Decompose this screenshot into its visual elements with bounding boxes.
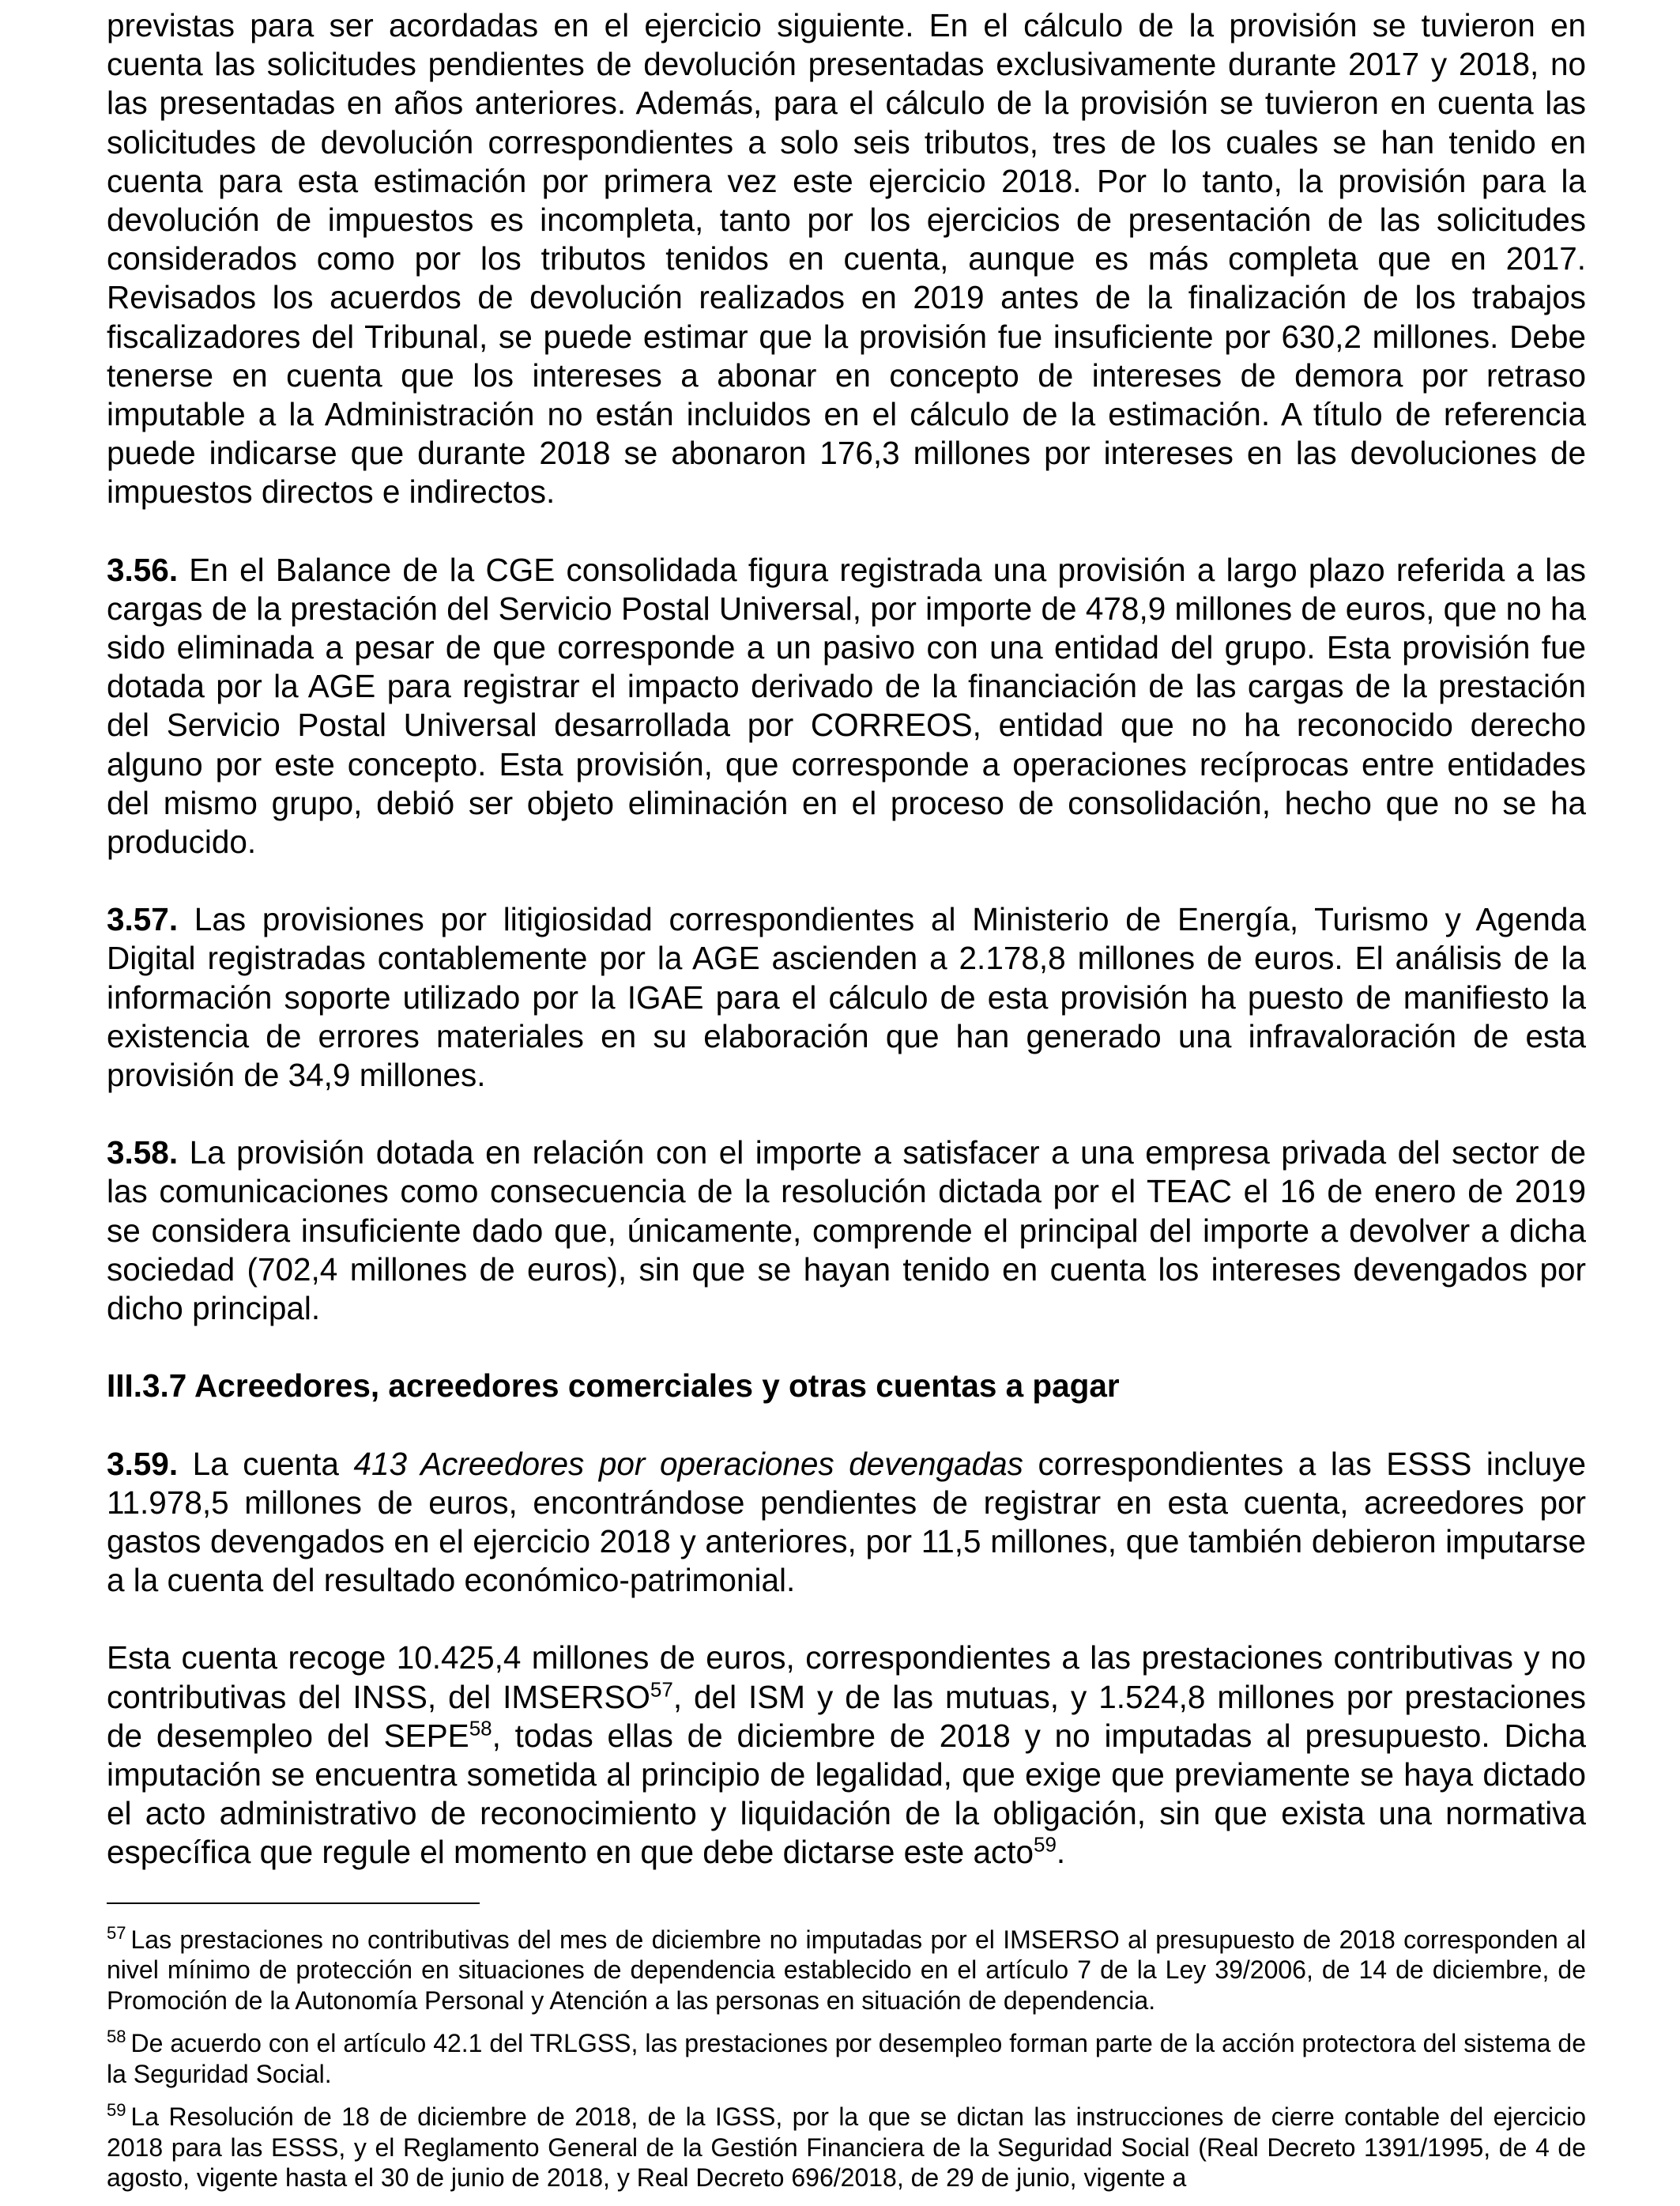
footnote-58 xyxy=(107,2028,1586,2089)
paragraph-3-56 xyxy=(107,551,1586,862)
paragraph-gap xyxy=(107,1095,1586,1133)
paragraph-3-57 xyxy=(107,900,1586,1095)
footnote-ref-59[interactable]: 59 xyxy=(1034,1832,1057,1857)
paragraph-gap xyxy=(107,1406,1586,1445)
paragraph-3-59 xyxy=(107,1445,1586,1601)
paragraph-gap xyxy=(107,1328,1586,1367)
footnote-text: La Resolución de 18 de diciembre de 2018, de la IGSS, por la que se dictan las instrucciones de cierre contable del ejercicio 2018 para las ESSS, y el Reglamento General de la Gestión Financiera de la Seguridad Social (Real Decreto 1391/1995, de 4 de agosto, vigente hasta el 30 de junio de 2018, y Real Decreto 696/2018, de 29 de junio, vigente a xyxy=(107,2102,1586,2193)
paragraph-number: 3.59. xyxy=(107,1445,179,1482)
paragraph-intro xyxy=(107,6,1586,512)
paragraph-last xyxy=(107,1638,1586,1872)
paragraph-text: . xyxy=(1056,1834,1066,1871)
document-page xyxy=(107,6,1586,2206)
paragraph-3-58 xyxy=(107,1133,1586,1328)
paragraph-text: correspondientes a las ESSS incluye 11.978,5 millones de euros, encontrándose pendientes de registrar en esta cuenta, acreedores por gastos devengados en el ejercicio 2018 y anteriores, por 11,5 millones, que también debieron imputarse a la cuenta del resultado económico-patrimonial. xyxy=(107,1445,1586,1599)
paragraph-text: Esta cuenta recoge 10.425,4 millones de euros, correspondientes a las prestaciones contributivas y no contributivas del INSS, del IMSERSO xyxy=(107,1639,1586,1715)
section-heading: III.3.7 Acreedores, acreedores comerciales y otras cuentas a pagar xyxy=(107,1367,1120,1405)
paragraph-text: En el Balance de la CGE consolidada figura registrada una provisión a largo plazo referida a las cargas de la prestación del Servicio Postal Universal, por importe de 478,9 millones de euros, que no ha sido eliminada a pesar de que corresponde a un pasivo con una entidad del grupo. Esta provisión fue dotada por la AGE para registrar el impacto derivado de la financiación de las cargas de la prestación del Servicio Postal Universal desarrollada por CORREOS, entidad que no ha reconocido derecho alguno por este concepto. Esta provisión, que corresponde a operaciones recíprocas entre entidades del mismo grupo, debió ser objeto eliminación en el proceso de consolidación, hecho que no se ha producido. xyxy=(107,551,1586,861)
footnote-57 xyxy=(107,1922,1586,2016)
paragraph-text: Las provisiones por litigiosidad correspondientes al Ministerio de Energía, Turismo y Agenda Digital registradas contablemente por la AGE ascienden a 2.178,8 millones de euros. El análisis de la información soporte utilizado por la IGAE para el cálculo de esta provisión ha puesto de manifiesto la existencia de errores materiales en su elaboración que han generado una infravaloración de esta provisión de 34,9 millones. xyxy=(107,901,1586,1094)
paragraph-text: , todas ellas de diciembre de 2018 y no imputadas al presupuesto. Dicha imputación se encuentra sometida al principio de legalidad, que exige que previamente se haya dictado el acto administrativo de reconocimiento y liquidación de la obligación, sin que exista una normativa específica que regule el momento en que debe dictarse este acto xyxy=(107,1717,1586,1871)
footnote-ref-58[interactable]: 58 xyxy=(469,1716,492,1740)
paragraph-text: La provisión dotada en relación con el importe a satisfacer a una empresa privada del sector de las comunicaciones como consecuencia de la resolución dictada por el TEAC el 16 de enero de 2019 se considera insuficiente dado que, únicamente, comprende el principal del importe a devolver a dicha sociedad (702,4 millones de euros), sin que se hayan tenido en cuenta los intereses devengados por dicho principal. xyxy=(107,1134,1586,1327)
footnote-mark: 59 xyxy=(107,2100,126,2121)
paragraph-text: , del ISM y de las mutuas, y 1.524,8 millones por prestaciones de desempleo del SEPE xyxy=(107,1678,1586,1754)
footnote-mark: 58 xyxy=(107,2027,126,2047)
footnote-mark: 57 xyxy=(107,1922,126,1943)
paragraph-gap xyxy=(107,862,1586,900)
paragraph-gap xyxy=(107,512,1586,551)
paragraph-number: 3.58. xyxy=(107,1134,179,1171)
account-name-italic: 413 Acreedores por operaciones devengadas xyxy=(353,1445,1023,1482)
footnote-text: De acuerdo con el artículo 42.1 del TRLGSS, las prestaciones por desempleo forman parte de la acción protectora del sistema de la Seguridad Social. xyxy=(107,2029,1586,2088)
paragraph-text: La cuenta xyxy=(178,1445,354,1482)
footnote-59 xyxy=(107,2102,1586,2193)
footnote-ref-57[interactable]: 57 xyxy=(650,1677,673,1702)
footnote-separator xyxy=(107,1902,480,1904)
paragraph-gap xyxy=(107,1600,1586,1638)
footnote-text: Las prestaciones no contributivas del mes de diciembre no imputadas por el IMSERSO al presupuesto de 2018 corresponden al nivel mínimo de protección en situaciones de dependencia establecido en el artículo 7 de la Ley 39/2006, de 14 de diciembre, de Promoción de la Autonomía Personal y Atención a las personas en situación de dependencia. xyxy=(107,1925,1586,2015)
paragraph-intro-text: previstas para ser acordadas en el ejercicio siguiente. En el cálculo de la provisión se tuvieron en cuenta las solicitudes pendientes de devolución presentadas exclusivamente durante 2017 y 2018, no las presentadas en años anteriores. Además, para el cálculo de la provisión se tuvieron en cuenta las solicitudes de devolución correspondientes a solo seis tributos, tres de los cuales se han tenido en cuenta para esta estimación por primera vez este ejercicio 2018. Por lo tanto, la provisión para la devolución de impuestos es incompleta, tanto por los ejercicios de presentación de las solicitudes considerados como por los tributos tenidos en cuenta, aunque es más completa que en 2017. Revisados los acuerdos de devolución realizados en 2019 antes de la finalización de los trabajos fiscalizadores del Tribunal, se puede estimar que la provisión fue insuficiente por 630,2 millones. Debe tenerse en cuenta que los intereses a abonar en concepto de intereses de demora por retraso imputable a la Administración no están incluidos en el cálculo de la estimación. A título de referencia puede indicarse que durante 2018 se abonaron 176,3 millones por intereses en las devoluciones de impuestos directos e indirectos. xyxy=(107,7,1586,511)
paragraph-number: 3.57. xyxy=(107,901,179,938)
paragraph-number: 3.56. xyxy=(107,551,179,588)
